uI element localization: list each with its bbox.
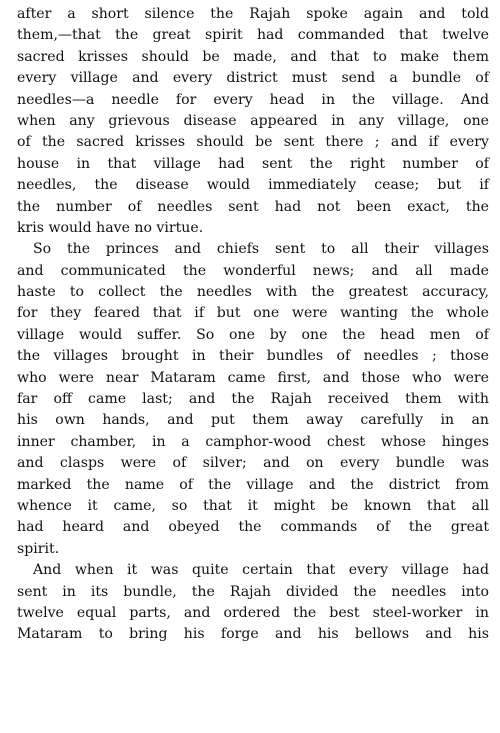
text-line: haste to collect the needles with the greatest accuracy,	[17, 284, 489, 301]
text-line: had heard and obeyed the commands of the great	[17, 519, 489, 536]
text-line: twelve equal parts, and ordered the best steel-worker in	[17, 604, 489, 621]
text-line: and communicated the wonderful news; and all made	[17, 262, 489, 279]
text-line: whence it came, so that it might be known that all	[17, 497, 489, 514]
text-line: and clasps were of silver; and on every bundle was	[17, 455, 489, 472]
text-line: them,—that the great spirit had commanded that twelve	[17, 27, 489, 44]
text-line: every village and every district must send a bundle of	[17, 70, 489, 87]
text-line: his own hands, and put them away carefully in an	[17, 412, 489, 429]
text-line: inner chamber, in a camphor-wood chest whose hinges	[17, 433, 489, 450]
text-line: the number of needles sent had not been exact, the	[17, 198, 489, 215]
text-line: sent in its bundle, the Rajah divided the needles into	[17, 583, 489, 600]
text-line: the villages brought in their bundles of needles ; those	[17, 348, 489, 365]
text-line: needles—a needle for every head in the village. And	[17, 91, 489, 108]
text-line: So the princes and chiefs sent to all their villages	[33, 241, 489, 258]
text-line: far off came last; and the Rajah received them with	[17, 391, 489, 408]
text-line: Mataram to bring his forge and his bellows and his	[17, 626, 489, 643]
text-line: house in that village had sent the right number of	[17, 155, 489, 172]
text-line: when any grievous disease appeared in any village, one	[17, 112, 489, 129]
paragraph-2	[17, 239, 489, 560]
text-line: sacred krisses should be made, and that to make them	[17, 48, 489, 65]
text-line: And when it was quite certain that every village had	[33, 562, 489, 579]
text-line: village would suffer. So one by one the head men of	[17, 326, 489, 343]
text-line: after a short silence the Rajah spoke again and told	[17, 6, 489, 22]
paragraph-3	[17, 560, 489, 646]
book-page	[17, 4, 489, 646]
text-line: needles, the disease would immediately cease; but if	[17, 177, 489, 194]
text-line: for they feared that if but one were wanting the whole	[17, 305, 489, 322]
text-line: marked the name of the village and the district from	[17, 476, 489, 493]
text-line: of the sacred krisses should be sent there ; and if every	[17, 134, 489, 151]
paragraph-1	[17, 4, 489, 239]
text-line: who were near Mataram came first, and those who were	[17, 369, 489, 386]
text-line: spirit.	[17, 540, 60, 557]
text-line: kris would have no virtue.	[17, 219, 204, 236]
